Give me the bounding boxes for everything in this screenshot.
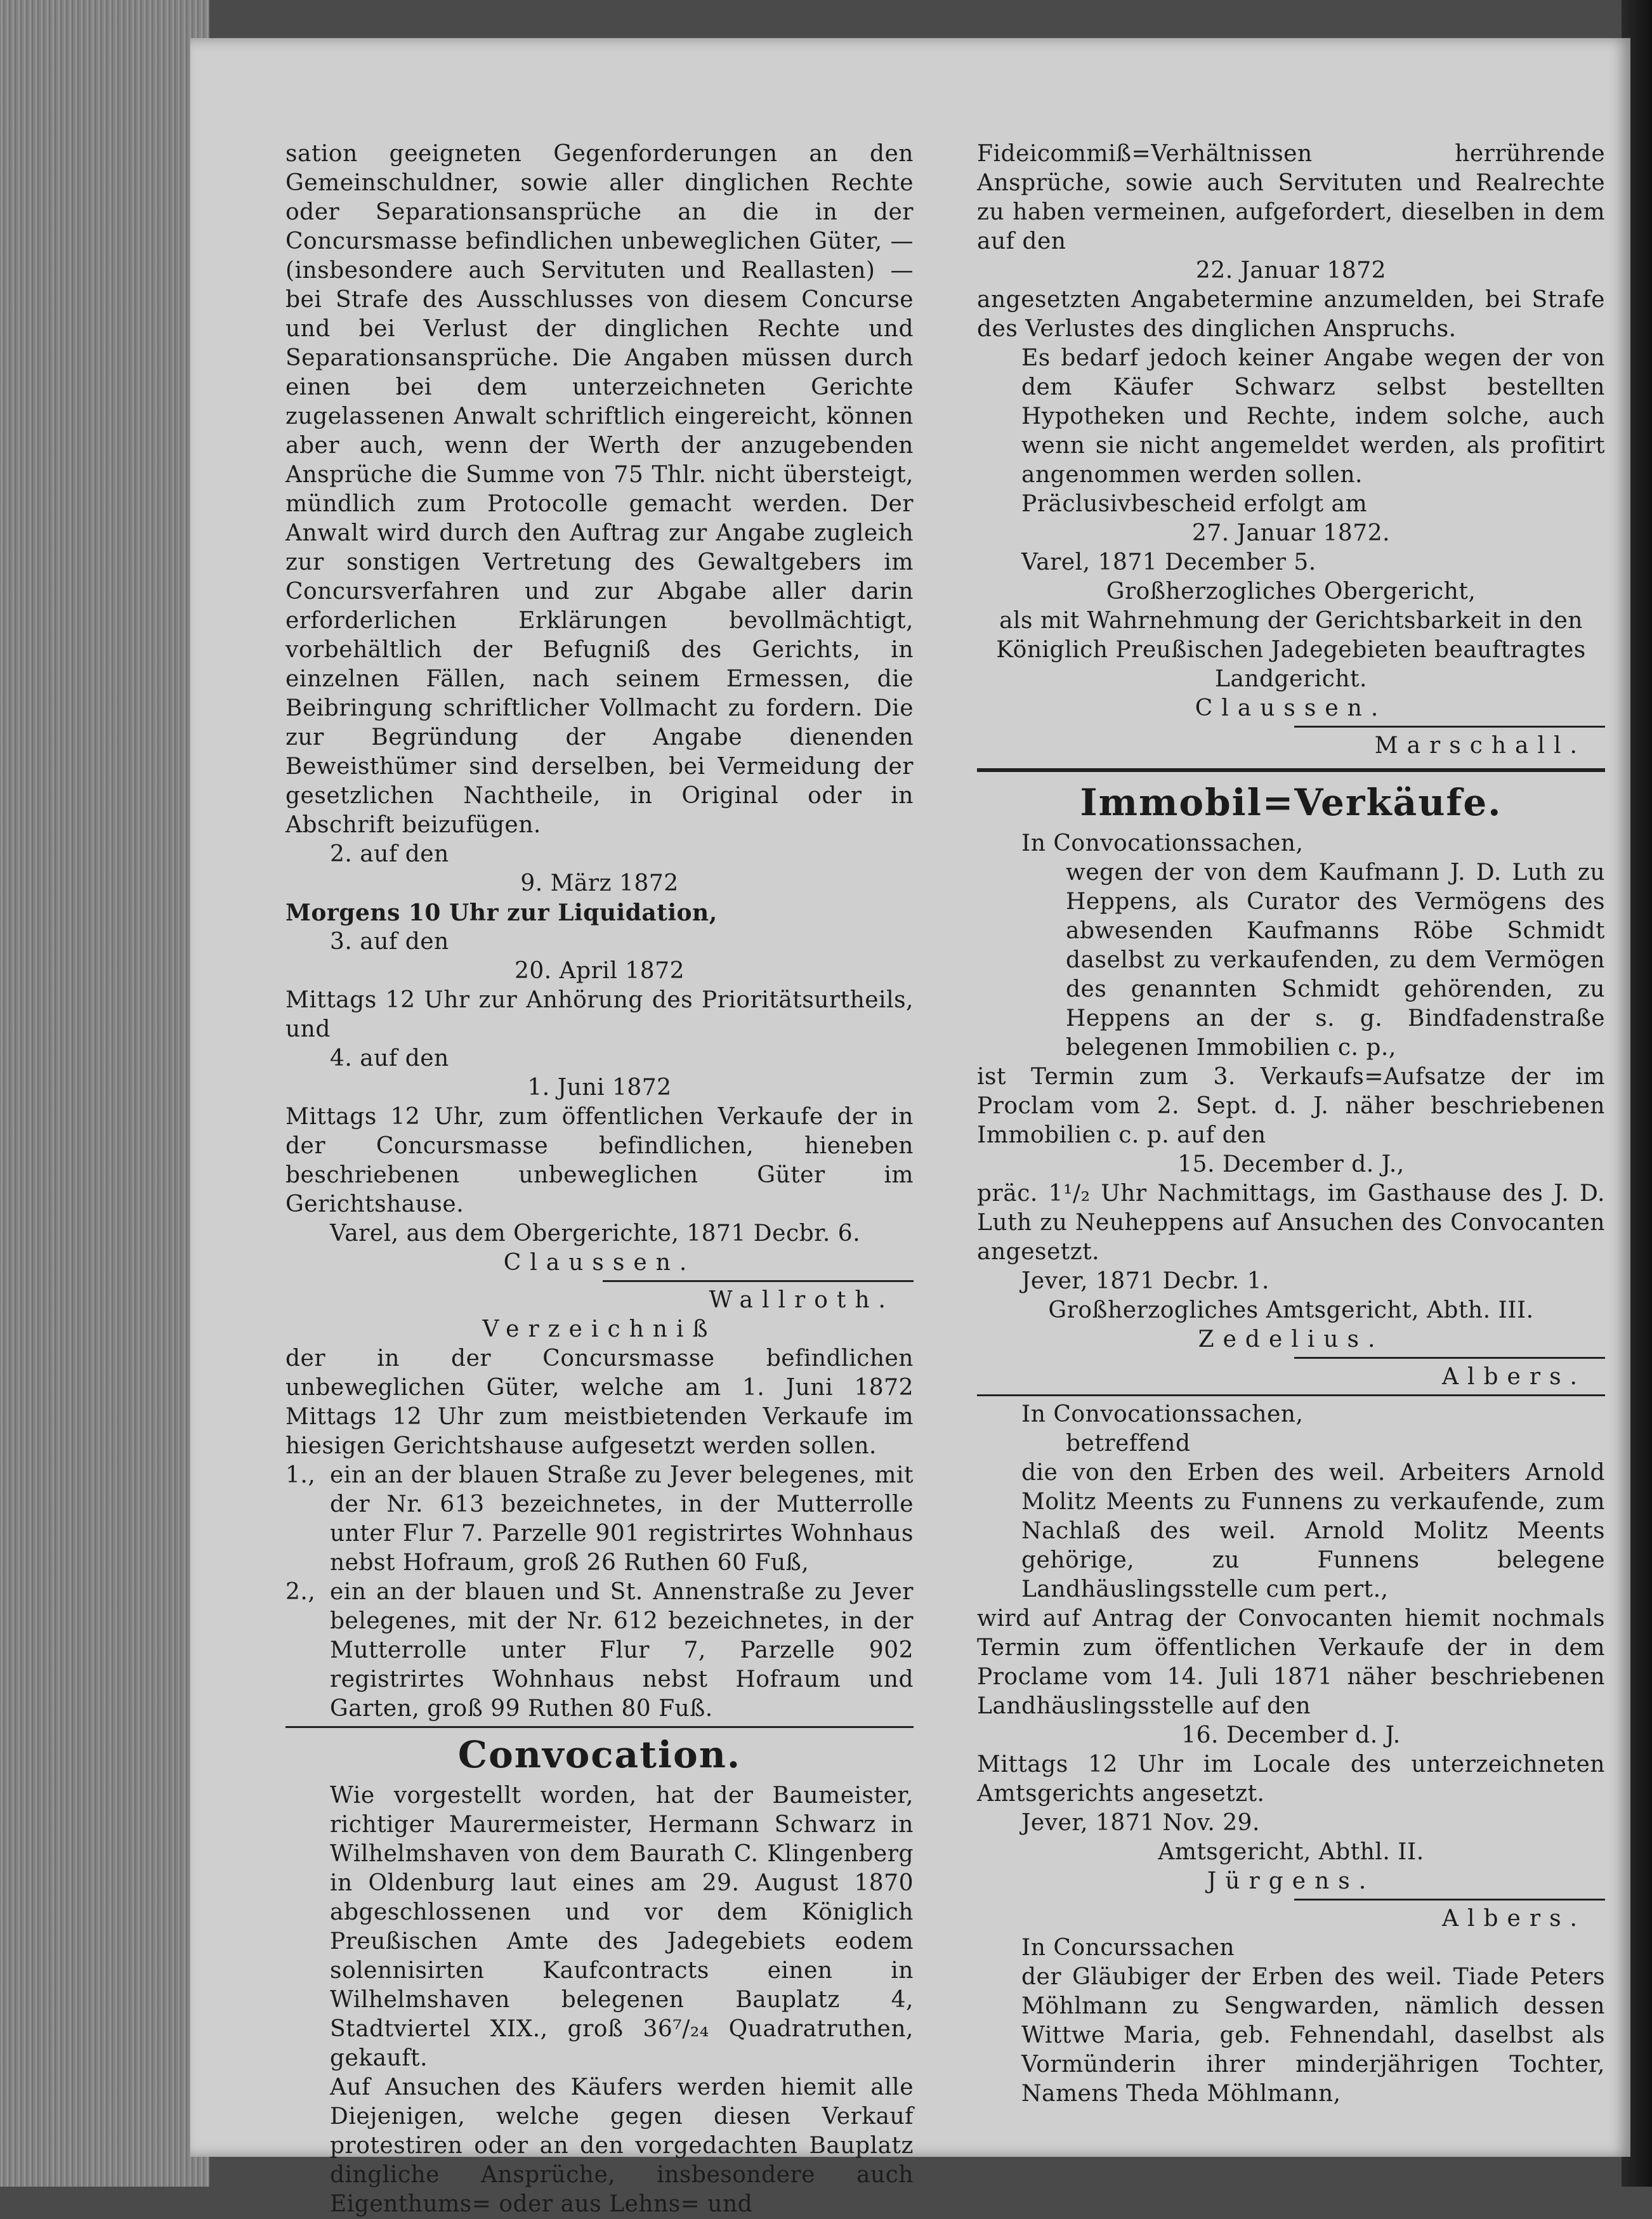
notice-1-time: präc. 1¹/₂ Uhr Nachmittags, im Gasthause des J. D. Luth zu Neuheppens auf Ansuchen des Convocanten angesetzt. — [977, 1181, 1605, 1265]
signature-claussen: Claussen. — [1195, 695, 1387, 721]
verzeichnis-text: der in der Concursmasse befindlichen unbeweglichen Güter, welche am 1. Juni 1872 Mittags 12 Uhr zum meistbietenden Verkaufe im hiesigen Gerichtshause aufgesetzt werden sollen. — [285, 1345, 914, 1459]
section-rule — [285, 1726, 914, 1728]
place-date: Varel, aus dem Obergerichte, 1871 Decbr. 6. — [330, 1221, 861, 1247]
signature-rule — [1294, 726, 1605, 728]
signature-rule — [603, 1280, 914, 1282]
fideicommiss-paragraph: Fideicommiß=Verhältnissen herrührende Ansprüche, sowie auch Servituten und Realrechte zu haben vermeinen, aufgefordert, dieselben in dem auf den — [977, 141, 1605, 254]
property-item-1-text: ein an der blauen Straße zu Jever belegenes, mit der Nr. 613 bezeichnetes, in der Mutterrolle unter Flur 7. Parzelle 901 registrirtes Wohnhaus nebst Hofraum, groß 26 Ruthen 60 Fuß, — [330, 1462, 914, 1576]
angabe-paragraph: angesetzten Angabetermine anzumelden, bei Strafe des Verlustes des dinglichen Anspruchs. — [977, 287, 1605, 342]
convocation-paragraph-1: Wie vorgestellt worden, hat der Baumeister, richtiger Maurermeister, Hermann Schwarz in Wilhelmshaven von dem Baurath C. Klingenberg in Oldenburg laut eines am 29. August 1870 abgeschlossenen und vor dem Königlich Preußischen Amte des Jadegebiets eodem solennisirten Kaufcontracts einen in Wilhelmshaven belegenen Bauplatz 4, Stadtviertel XIX., groß 36⁷/₂₄ Quadratruthen, gekauft. — [330, 1783, 914, 2071]
property-item-1 — [285, 1461, 914, 1578]
convocation-paragraph-2: Auf Ansuchen des Käufers werden hiemit alle Diejenigen, welche gegen diesen Verkauf protestiren oder an den vorgedachten Bauplatz dingliche Ansprüche, insbesondere auch Eigenthums= oder aus Lehns= und — [330, 2074, 914, 2217]
notice-2-court: Amtsgericht, Abthl. II. — [1158, 1839, 1424, 1865]
term-2-text: Morgens 10 Uhr zur Liquidation, — [285, 900, 718, 926]
term-3-text: Mittags 12 Uhr zur Anhörung des Prioritätsurtheils, und — [285, 987, 914, 1042]
notice-1-date: 15. December d. J., — [1177, 1151, 1405, 1177]
right-column — [977, 140, 1605, 2109]
signature-marschall: Marschall. — [1374, 733, 1586, 759]
property-item-2-number: 2., — [285, 1579, 316, 1605]
term-4-label: 4. auf den — [330, 1045, 449, 1071]
notice-2-body: die von den Erben des weil. Arbeiters Arnold Molitz Meents zu Funnens zu verkaufende, zum Nachlaß des weil. Arnold Molitz Meents gehörige, zu Funnens belegene Landhäuslingsstelle cum pert., — [1021, 1460, 1605, 1602]
term-2-date: 9. März 1872 — [520, 870, 679, 896]
term-4-date: 1. Juni 1872 — [527, 1075, 672, 1101]
notice-2-signature-2: Albers. — [1442, 1906, 1586, 1932]
property-item-2 — [285, 1578, 914, 1724]
angabe-date: 22. Januar 1872 — [1195, 258, 1387, 284]
notice-divider — [977, 1394, 1605, 1396]
term-3-label: 3. auf den — [330, 929, 449, 955]
convocation-heading: Convocation. — [457, 1733, 742, 1776]
signature-wallroth: Wallroth. — [709, 1287, 895, 1313]
notice-2-place: Jever, 1871 Nov. 29. — [1021, 1810, 1260, 1836]
signature-rule — [1294, 1357, 1605, 1359]
notice-2-date: 16. December d. J. — [1181, 1722, 1401, 1748]
place-date: Varel, 1871 December 5. — [1021, 549, 1316, 575]
property-item-2-text: ein an der blauen und St. Annenstraße zu Jever belegenes, mit der Nr. 612 bezeichnetes, in der Mutterrolle unter Flur 7, Parzelle 902 registrirtes Wohnhaus nebst Hofraum und Garten, groß 99 Ruthen 80 Fuß. — [330, 1579, 914, 1722]
notice-2-time: Mittags 12 Uhr im Locale des unterzeichneten Amtsgerichts angesetzt. — [977, 1751, 1605, 1807]
notice-2-signature-1: Jürgens. — [1207, 1868, 1375, 1894]
immobil-heading: Immobil=Verkäufe. — [1080, 781, 1502, 824]
section-rule — [977, 768, 1605, 772]
praeclusiv-date: 27. Januar 1872. — [1191, 520, 1391, 546]
signature-rule — [1294, 1899, 1605, 1901]
term-2-label: 2. auf den — [330, 841, 449, 867]
court-description: als mit Wahrnehmung der Gerichtsbarkeit in den Königlich Preußischen Jadegebieten beauftragtes Landgericht. — [996, 608, 1586, 692]
scanned-page — [190, 38, 1630, 2217]
notice-3-intro: In Concurssachen — [1021, 1935, 1235, 1961]
praeclusiv-text: Präclusivbescheid erfolgt am — [1021, 491, 1368, 517]
notice-1-termin: ist Termin zum 3. Verkaufs=Aufsatze der im Proclam vom 2. Sept. d. J. näher beschriebenen Immobilien c. p. auf den — [977, 1064, 1605, 1148]
notice-2-termin: wird auf Antrag der Convocanten hiemit nochmals Termin zum öffentlichen Verkaufe der in dem Proclame vom 14. Juli 1871 näher beschriebenen Landhäuslingsstelle auf den — [977, 1606, 1605, 1719]
notice-1-signature-2: Albers. — [1442, 1364, 1586, 1390]
hypotheken-paragraph: Es bedarf jedoch keiner Angabe wegen der von dem Käufer Schwarz selbst bestellten Hypotheken und Rechte, indem solche, auch wenn sie nicht angemeldet werden, als profitirt angenommen werden sollen. — [1021, 345, 1605, 488]
court-name: Großherzogliches Obergericht, — [1106, 579, 1476, 605]
signature-claussen: Claussen. — [503, 1250, 696, 1276]
term-4-text: Mittags 12 Uhr, zum öffentlichen Verkaufe der in der Concursmasse befindlichen, hieneben beschriebenen unbeweglichen Güter im Gerichtshause. — [285, 1104, 914, 1217]
notice-3-body: der Gläubiger der Erben des weil. Tiade Peters Möhlmann zu Sengwarden, nämlich dessen Wittwe Maria, geb. Fehnendahl, daselbst als Vormünderin ihrer minderjährigen Tochter, Namens Theda Möhlmann, — [1021, 1964, 1605, 2107]
notice-1-signature-1: Zedelius. — [1198, 1326, 1384, 1352]
notice-1-place: Jever, 1871 Decbr. 1. — [1021, 1268, 1269, 1294]
term-3-date: 20. April 1872 — [514, 958, 685, 984]
left-column — [285, 140, 914, 2219]
concurs-paragraph: sation geeigneten Gegenforderungen an den Gemeinschuldner, sowie aller dinglichen Rechte oder Separationsansprüche an die in der Concursmasse befindlichen unbeweglichen Güter, — (insbesondere auch Servituten und Reallasten) — bei Strafe des Ausschlusses von diesem Concurse und bei Verlust der dinglichen Rechte und Separationsansprüche. Die Angaben müssen durch einen bei dem unterzeichneten Gerichte zugelassenen Anwalt schriftlich eingereicht, können aber auch, wenn der Werth der anzugebenden Ansprüche die Summe von 75 Thlr. nicht übersteigt, mündlich zum Protocolle gemacht werden. Der Anwalt wird durch den Auftrag zur Angabe zugleich zur sonstigen Vertretung des Gewaltgebers im Concursverfahren und zur Abgabe aller darin erforderlichen Erklärungen bevollmächtigt, vorbehältlich der Befugniß des Gerichts, in einzelnen Fällen, nach seinem Ermessen, die Beibringung schriftlicher Vollmacht zu fordern. Die zur Begründung der Angabe dienenden Beweisthümer sind derselben, bei Vermeidung der gesetzlichen Nachtheile, in Original oder in Abschrift beizufügen. — [285, 141, 914, 838]
notice-1-body: wegen der von dem Kaufmann J. D. Luth zu Heppens, als Curator des Vermögens des abwesenden Kaufmanns Röbe Schmidt daselbst zu verkaufenden, zu dem Vermögen des genannten Schmidt gehörenden, zu Heppens an der s. g. Bindfadenstraße belegenen Immobilien c. p., — [1066, 860, 1605, 1061]
verzeichnis-title: Verzeichniß — [482, 1316, 717, 1342]
notice-1-intro: In Convocationssachen, — [1021, 830, 1304, 856]
property-item-1-number: 1., — [285, 1462, 316, 1488]
notice-2-intro: In Convocationssachen, — [1021, 1401, 1304, 1427]
notice-2-betreffend: betreffend — [1066, 1430, 1191, 1456]
notice-1-court: Großherzogliches Amtsgericht, Abth. III. — [1048, 1297, 1534, 1323]
book-page-edges — [0, 0, 209, 2187]
